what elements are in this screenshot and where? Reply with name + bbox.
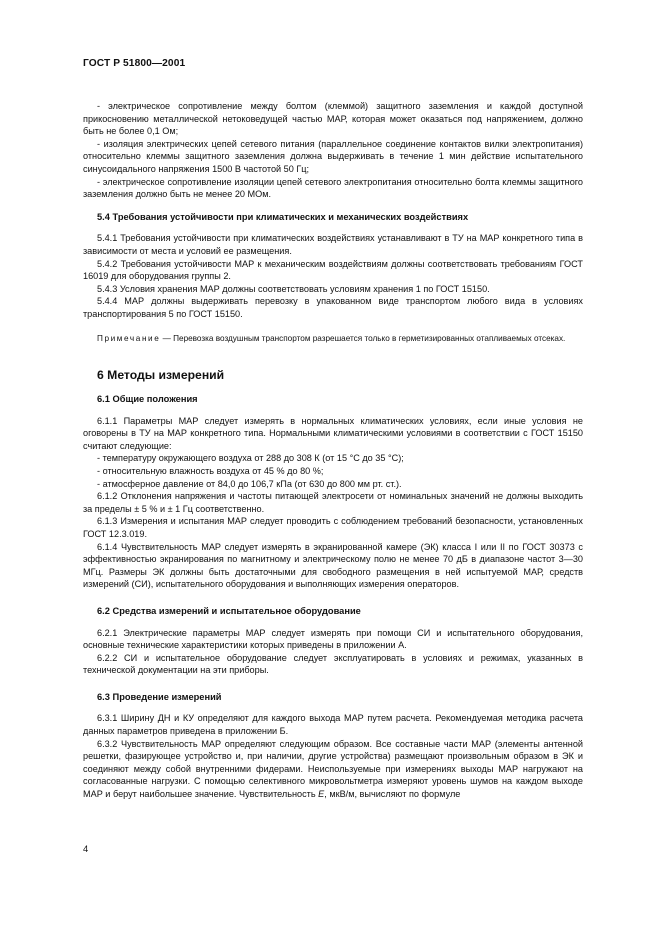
paragraph-6-3-2-body: 6.3.2 Чувствительность МАР определяют следующим образом. Все составные части МАР (элементы антенной решетки, фазирующее устройство и, при наличии, другие устройства) размещают произвольным образом в ЭК и соединяют между собой внутренними фидерами. Неиспользуемые при измерениях выходы МАР нагружают на согласованные нагрузки. С помощью селективного микровольтметра измеряют уровень шумов на каждом выходе МАР и берут наибольшее значение. Чувствительность [83,738,583,800]
paragraph-6-2-1: 6.2.1 Электрические параметры МАР следует измерять при помощи СИ и испытательного оборудования, основные технические характеристики которых приведены в приложении А. [83,627,583,651]
list-item-pressure: - атмосферное давление от 84,0 до 106,7 кПа (от 630 до 800 мм рт. ст.). [97,478,402,489]
variable-e: E [318,789,325,800]
note-text: — Перевозка воздушным транспортом разрешается только в герметизированных отапливаемых отсеках. [160,333,566,343]
paragraph-6-1-1: 6.1.1 Параметры МАР следует измерять в нормальных климатических условиях, если иные условия не оговорены в ТУ на МАР конкретного типа. Нормальными климатическими условиями в соответствии с ГОСТ 15150 считают следующие: [83,415,583,451]
standard-header: ГОСТ Р 51800—2001 [83,58,186,69]
note-label: Примечание [97,333,161,343]
intro-paragraph-2: - изоляция электрических цепей сетевого питания (параллельное соединение контактов вилки электропитания) относительно клеммы защитного заземления должна выдерживать в течение 1 мин действие испытательного синусоидального напряжения 1500 В частотой 50 Гц; [83,138,583,174]
page-number: 4 [83,843,89,854]
paragraph-6-1-2: 6.1.2 Отклонения напряжения и частоты питающей электросети от номинальных значений не должны выходить за пределы ± 5 % и ± 1 Гц соответственно. [83,491,583,514]
paragraph-6-3-2 [83,738,583,801]
section-6-3-title: 6.3 Проведение измерений [97,691,222,702]
section-6-1-title: 6.1 Общие положения [97,394,198,404]
paragraph-6-2-2: 6.2.2 СИ и испытательное оборудование следует эксплуатировать в условиях и режимах, указанных в технической документации на эти приборы. [83,652,583,676]
section-6-2-title: 6.2 Средства измерений и испытательное оборудование [97,605,361,616]
paragraph-5-4-3: 5.4.3 Условия хранения МАР должны соответствовать условиям хранения 1 по ГОСТ 15150. [97,283,490,294]
intro-paragraph-3: - электрическое сопротивление изоляции цепей сетевого электропитания относительно болта клеммы защитного заземления должно быть не менее 20 МОм. [83,176,583,200]
note-5-4 [83,333,583,345]
page-content [83,100,583,801]
paragraph-6-3-2-tail: , мкВ/м, вычисляют по формуле [324,789,461,800]
paragraph-5-4-2: 5.4.2 Требования устойчивости МАР к механическим воздействиям должны соответствовать требованиям ГОСТ 16019 для оборудования группы 2. [83,258,583,282]
paragraph-6-1-4: 6.1.4 Чувствительность МАР следует измерять в экранированной камере (ЭК) класса I или II по ГОСТ 30373 с эффективностью экранирования по магнитному и электрическому полю не менее 70 дБ в диапазоне частот 3—30 МГц. Размеры ЭК должны быть достаточными для свободного размещения в ней испытуемой МАР, средств измерений (СИ), испытательного оборудования и выполняющих измерения операторов. [83,541,583,590]
list-item-humidity: - относительную влажность воздуха от 45 % до 80 %; [97,465,324,476]
paragraph-6-1-3: 6.1.3 Измерения и испытания МАР следует проводить с соблюдением требований безопасности, установленных ГОСТ 12.3.019. [83,516,583,539]
paragraph-6-3-1: 6.3.1 Ширину ДН и КУ определяют для каждого выхода МАР путем расчета. Рекомендуемая методика расчета данных параметров приведена в приложении Б. [83,713,583,737]
section-6-title: 6 Методы измерений [97,368,225,382]
section-5-4-title: 5.4 Требования устойчивости при климатических и механических воздействиях [97,211,469,222]
list-item-temperature: - температуру окружающего воздуха от 288 до 308 К (от 15 °С до 35 °С); [97,453,404,464]
paragraph-5-4-1: 5.4.1 Требования устойчивости при климатических воздействиях устанавливают в ТУ на МАР конкретного типа в зависимости от места и условий ее размещения. [83,233,583,256]
intro-paragraph-1: - электрическое сопротивление между болтом (клеммой) защитного заземления и каждой доступной прикосновению металлической нетоковедущей частью МАР, которая может оказаться под напряжением, должно быть не более 0,1 Ом; [83,101,583,137]
paragraph-5-4-4: 5.4.4 МАР должны выдерживать перевозку в упакованном виде транспортом любого вида в условиях транспортирования 5 по ГОСТ 15150. [83,296,583,319]
